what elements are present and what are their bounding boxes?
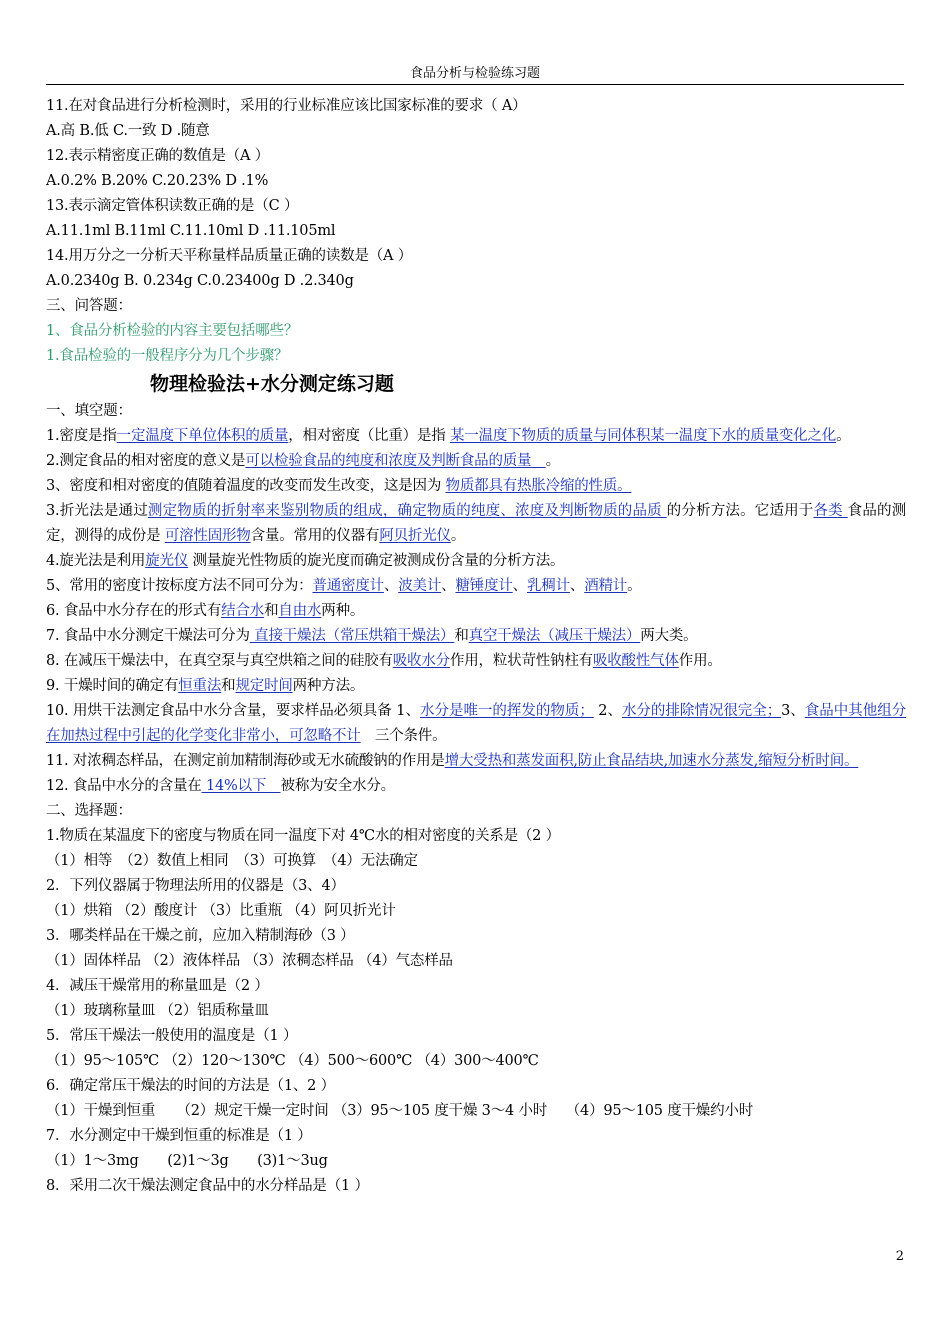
choice-heading: 二、选择题： — [46, 803, 132, 819]
choice-options-4: （1）玻璃称量皿 （2）铝质称量皿 — [46, 1003, 269, 1019]
fill-text: 、 — [512, 578, 527, 594]
fill-text: ，相对密度（比重）是指 — [288, 428, 450, 444]
fill-answer: 自由水 — [278, 603, 322, 619]
fill-answer: 一定温度下单位体积的质量 — [116, 428, 289, 444]
choice-options-7: （1）1～3mg (2)1～3g (3)1～3ug — [46, 1153, 328, 1169]
document-body — [46, 94, 906, 1199]
fill-item-12 — [46, 749, 906, 774]
fill-item-11 — [46, 699, 906, 749]
fill-text: 5、常用的密度计按标度方法不同可分为： — [46, 578, 313, 594]
fill-text: 2、 — [593, 703, 622, 719]
fill-answer: 测定物质的折射率来鉴别物质的组成，确定物质的纯度、浓度及判断物质的品质 — [147, 503, 667, 519]
fill-answer: 物质都具有热胀冷缩的性质。 — [445, 478, 632, 494]
fill-item-5 — [46, 549, 906, 574]
choice-options-2: （1）烘箱 （2）酸度计 （3）比重瓶 （4）阿贝折光计 — [46, 903, 396, 919]
choice-question-4: 4．减压干燥常用的称量皿是（2 ） — [46, 978, 269, 994]
fill-item-8 — [46, 624, 906, 649]
fill-text: 食品的测定，测得的成份是 — [46, 503, 907, 544]
fill-answer: 可溶性固形物 — [164, 528, 251, 544]
fill-text: 4.旋光法是利用 — [46, 553, 146, 569]
fill-text: 测量旋光性物质的旋光度而确定被测成份含量的分析方法。 — [188, 553, 565, 569]
choice-options-3: （1）固体样品 （2）液体样品 （3）浓稠态样品 （4）气态样品 — [46, 953, 453, 969]
fill-answer: 恒重法 — [178, 678, 222, 694]
fill-item-7 — [46, 599, 906, 624]
question-13: 13.表示滴定管体积读数正确的是（C ） — [46, 198, 299, 214]
fill-text: 。 — [627, 578, 642, 594]
fill-answer: 结合水 — [221, 603, 265, 619]
choice-question-2: 2．下列仪器属于物理法所用的仪器是（3、4） — [46, 878, 345, 894]
qa-question-1: 1、食品分析检验的内容主要包括哪些？ — [46, 323, 299, 339]
choice-question-8: 8．采用二次干燥法测定食品中的水分样品是（1 ） — [46, 1178, 369, 1194]
fill-text: 3、 — [781, 703, 805, 719]
fill-text: 6. 食品中水分存在的形式有 — [46, 603, 222, 619]
fill-answer: 乳稠计 — [526, 578, 570, 594]
fill-heading: 一、填空题： — [46, 403, 132, 419]
fill-item-10 — [46, 674, 906, 699]
page-header: 食品分析与检验练习题 — [409, 66, 540, 81]
fill-text: 12. 食品中水分的含量在 — [46, 778, 202, 794]
page-number: 2 — [895, 1249, 904, 1264]
fill-item-6 — [46, 574, 906, 599]
fill-item-13 — [46, 774, 906, 799]
choice-options-5: （1）95～105℃ （2）120～130℃ （4）500～600℃ （4）300～400℃ — [46, 1053, 539, 1069]
fill-text: 三个条件。 — [360, 728, 447, 744]
fill-text: 含量。常用的仪器有 — [250, 528, 380, 544]
question-14: 14.用万分之一分析天平称量样品质量正确的读数是（A ） — [46, 248, 413, 264]
fill-answer: 直接干燥法（常压烘箱干燥法） — [249, 628, 455, 644]
fill-answer: 真空干燥法（减压干燥法） — [468, 628, 641, 644]
fill-text: 。 — [450, 528, 466, 544]
fill-answer: 某一温度下物质的质量与同体积某一温度下水的质量变化之化 — [449, 428, 837, 444]
question-12: 12.表示精密度正确的数值是（A ） — [46, 148, 270, 164]
fill-text: 2.测定食品的相对密度的意义是 — [46, 453, 246, 469]
fill-answer: 吸收酸性气体 — [592, 653, 679, 669]
fill-text: 和 — [221, 678, 236, 694]
fill-text: 3.折光法是通过 — [46, 503, 148, 519]
fill-text: 9. 干燥时间的确定有 — [46, 678, 179, 694]
fill-text: 被称为安全水分。 — [280, 778, 395, 794]
fill-text: 、 — [383, 578, 399, 594]
choice-question-7: 7．水分测定中干燥到恒重的标准是（1 ） — [46, 1128, 312, 1144]
fill-text: 3、密度和相对密度的值随着温度的改变而发生改变，这是因为 — [46, 478, 446, 494]
fill-text: 和 — [454, 628, 469, 644]
fill-answer: 规定时间 — [235, 678, 293, 694]
question-14-options: A.0.2340g B. 0.234g C.0.23400g D .2.340g — [46, 273, 354, 289]
question-13-options: A.11.1ml B.11ml C.11.10ml D .11.105ml — [46, 223, 336, 239]
fill-text: 两种方法。 — [292, 678, 365, 694]
header-rule — [46, 84, 904, 85]
fill-answer: 普通密度计 — [312, 578, 384, 594]
fill-answer: 增大受热和蒸发面积,防止食品结块,加速水分蒸发,缩短分析时间。 — [444, 753, 859, 769]
fill-text: 。 — [836, 428, 851, 444]
fill-text: 。 — [545, 453, 560, 469]
choice-question-3: 3．哪类样品在干燥之前，应加入精制海砂（3 ） — [46, 928, 355, 944]
fill-answer: 酒精计 — [584, 578, 628, 594]
fill-text: 作用，粒状苛性钠柱有 — [449, 653, 593, 669]
choice-options-6: （1）干燥到恒重 （2）规定干燥一定时间 （3）95～105 度干燥 3～4 小时 （4）95～105 度干燥约小时 — [46, 1103, 754, 1119]
question-12-options: A.0.2% B.20% C.20.23% D .1% — [46, 173, 269, 189]
choice-question-6: 6．确定常压干燥法的时间的方法是（1、2 ） — [46, 1078, 335, 1094]
fill-answer: 阿贝折光仪 — [379, 528, 451, 544]
fill-text: 、 — [569, 578, 585, 594]
fill-text: 10. 用烘干法测定食品中水分含量，要求样品必须具备 1、 — [46, 703, 420, 719]
fill-item-2 — [46, 449, 906, 474]
fill-answer: 食品中其他组分在加热过程中引起的化学变化非常小，可忽略不计 — [46, 703, 907, 744]
fill-text: 8. 在减压干燥法中，在真空泵与真空烘箱之间的硅胶有 — [46, 653, 393, 669]
fill-text: 两种。 — [321, 603, 365, 619]
fill-text: 7. 食品中水分测定干燥法可分为 — [46, 628, 250, 644]
fill-answer: 糖锤度计 — [455, 578, 513, 594]
fill-item-3 — [46, 474, 906, 499]
fill-answer: 水分的排除情况很完全； — [621, 703, 782, 719]
question-11-options: A.高 B.低 C.一致 D .随意 — [46, 123, 210, 139]
qa-heading: 三、问答题： — [46, 298, 132, 314]
fill-text: 、 — [441, 578, 456, 594]
choice-question-5: 5．常压干燥法一般使用的温度是（1 ） — [46, 1028, 298, 1044]
fill-item-9 — [46, 649, 906, 674]
choice-question-1: 1.物质在某温度下的密度与物质在同一温度下对 4℃水的相对密度的关系是（2 ） — [46, 828, 560, 844]
fill-text: 1.密度是指 — [46, 428, 117, 444]
fill-answer: 旋光仪 — [145, 553, 189, 569]
fill-text: 的分析方法。它适用于 — [666, 503, 814, 519]
fill-answer: 吸收水分 — [392, 653, 450, 669]
fill-text: 11. 对浓稠态样品，在测定前加精制海砂或无水硫酸钠的作用是 — [46, 753, 445, 769]
fill-text: 两大类。 — [640, 628, 698, 644]
fill-item-4 — [46, 499, 906, 549]
fill-answer: 可以检验食品的纯度和浓度及判断食品的质量 — [245, 453, 546, 469]
fill-text: 作用。 — [678, 653, 722, 669]
choice-options-1: （1）相等 （2）数值上相同 （3）可换算 （4）无法确定 — [46, 853, 418, 869]
fill-text: 和 — [264, 603, 279, 619]
fill-answer: 14%以下 — [201, 778, 281, 794]
fill-answer: 水分是唯一的挥发的物质； — [420, 703, 594, 719]
qa-question-2: 1.食品检验的一般程序分为几个步骤？ — [46, 348, 289, 364]
fill-answer: 各类 — [813, 503, 848, 519]
fill-item-1 — [46, 424, 906, 449]
section-title: 物理检验法+水分测定练习题 — [150, 373, 394, 395]
question-11: 11.在对食品进行分析检测时，采用的行业标准应该比国家标准的要求（ A） — [46, 98, 527, 114]
fill-answer: 波美计 — [398, 578, 442, 594]
